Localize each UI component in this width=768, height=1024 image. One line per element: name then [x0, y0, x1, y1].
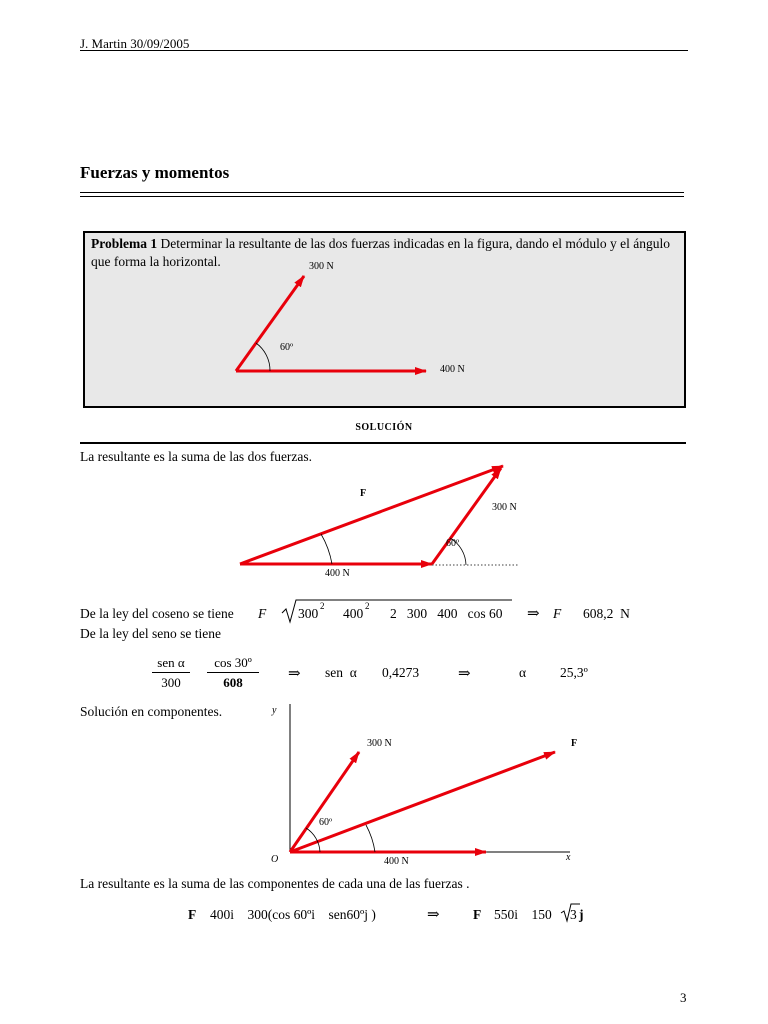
sin-frac-2-num: cos 30º [207, 654, 259, 673]
fig2-label-x: x [566, 852, 571, 863]
sin-frac-2 [207, 654, 259, 693]
solution-intro: La resultante es la suma de las dos fuerzas. [80, 449, 313, 464]
problem-label-angle: 60º [280, 342, 294, 353]
fig2-label-F: F [571, 738, 578, 749]
components-text: Solución en componentes. [80, 704, 223, 719]
cos-law-arrow: ⇒ [527, 606, 540, 622]
fig2-arrow-300 [290, 752, 359, 852]
sin-frac-1-den: 300 [161, 675, 181, 690]
problem-text: Determinar la resultante de las dos fuerzas indicadas en la figura, dando el módulo y el ángulo que forma la horizontal. [91, 236, 670, 269]
solution-title: SOLUCIÓN [355, 422, 413, 433]
sin-arrow-1: ⇒ [288, 666, 301, 682]
page-header: J. Martin 30/09/2005 [80, 36, 190, 51]
sin-frac-1 [152, 654, 190, 693]
final-arrow: ⇒ [427, 907, 440, 923]
fig2-label-400: 400 N [384, 856, 409, 867]
fig2-label-O: O [271, 854, 279, 865]
problem-arrow-300 [236, 276, 304, 371]
cos-law-text: De la ley del coseno se tiene [80, 606, 234, 621]
final-expr-2: 550i 150 [494, 907, 552, 922]
sin-frac-2-den: 608 [223, 675, 243, 690]
sin-alpha-val: 25,3º [560, 665, 588, 680]
fig2-arrow-F [290, 752, 555, 852]
fig2-label-angle: 60º [319, 817, 333, 828]
final-sqrt-val: 3 [570, 907, 577, 922]
cos-law-F: F [258, 606, 267, 621]
fig1-arrow-300 [432, 468, 501, 564]
sin-alpha: α [519, 665, 527, 680]
cos-law-exp2: 2 [365, 601, 370, 611]
fig1-label-400: 400 N [325, 568, 350, 579]
final-j: j [579, 907, 584, 922]
problem-label: Problema 1 [91, 236, 158, 251]
sin-mid: sen α [325, 665, 357, 680]
fig1-label-angle: 60º [446, 538, 460, 549]
fig1-arrow-F [240, 466, 503, 564]
fig1-arc-alpha [321, 534, 332, 564]
cos-law-400: 400 [343, 606, 364, 621]
problem-label-400: 400 N [440, 364, 465, 375]
sin-law-text: De la ley del seno se tiene [80, 626, 221, 641]
sin-frac-1-num: sen α [152, 654, 190, 673]
final-F2: F [473, 907, 482, 922]
fig2-label-y: y [272, 705, 277, 716]
problem-angle-arc [256, 343, 270, 371]
components-sum-text: La resultante es la suma de las componentes de cada una de las fuerzas . [80, 876, 470, 891]
fig2-arc-alpha [366, 825, 375, 852]
cos-law-result: 608,2 N [583, 606, 630, 621]
section-title: Fuerzas y momentos [80, 163, 230, 182]
cos-law-300: 300 [298, 606, 319, 621]
fig1-label-300: 300 N [492, 502, 517, 513]
problem-label-300: 300 N [309, 261, 334, 272]
final-F1: F [188, 907, 197, 922]
sin-mid-val: 0,4273 [382, 665, 420, 680]
sin-arrow-2: ⇒ [458, 666, 471, 682]
solution-rule [80, 442, 686, 444]
cos-law-result-F: F [553, 606, 562, 621]
fig2-label-300: 300 N [367, 738, 392, 749]
final-expr-1: 400i 300(cos 60ºi sen60ºj ) [210, 907, 376, 922]
cos-law-rest: 2 300 400 cos 60 [390, 606, 503, 621]
cos-law-exp1: 2 [320, 601, 325, 611]
page-number: 3 [680, 990, 687, 1005]
fig1-label-F: F [360, 488, 367, 499]
